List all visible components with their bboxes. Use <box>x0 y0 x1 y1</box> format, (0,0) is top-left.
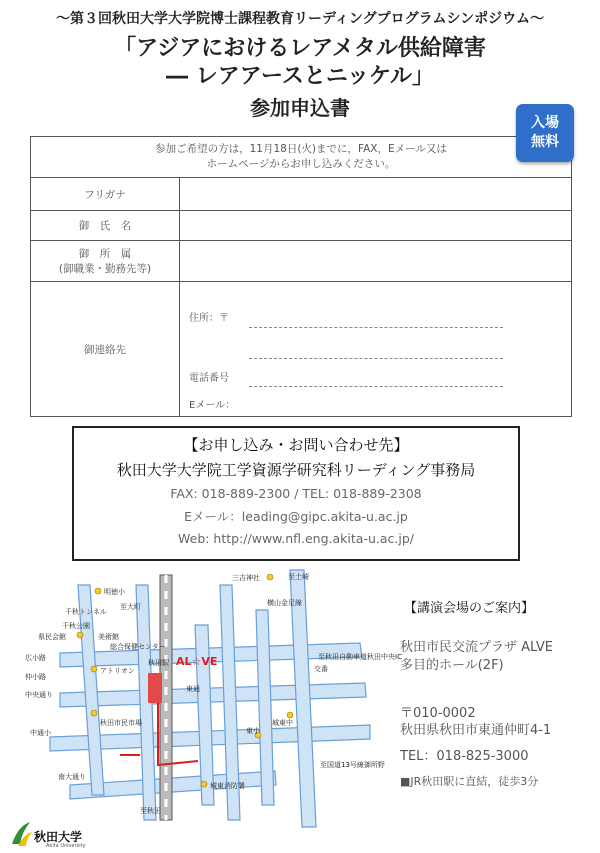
address-line-1[interactable] <box>249 327 503 328</box>
map-label-museum: 美術館 <box>98 633 119 641</box>
contact-field[interactable] <box>180 282 572 417</box>
map-label-josai: 城東中 <box>272 719 293 727</box>
map-poi-sannou <box>267 574 273 580</box>
logo-name: 秋田大学 <box>34 830 83 844</box>
map-label-fire: 城東消防署 <box>210 782 245 790</box>
inquiry-organization: 秋田大学大学院工学資源学研究科リーディング事務局 <box>116 461 476 479</box>
map-label-nakano: 仲小路 <box>25 673 46 681</box>
notice-line2: ホームページからお申し込みください。 <box>206 158 396 170</box>
map-label-market: 秋田市民市場 <box>100 719 142 727</box>
map-label-hiroomote: 広小路 <box>25 654 46 662</box>
badge-line1: 入場 <box>531 115 559 131</box>
affiliation-field[interactable] <box>180 241 572 282</box>
map-label-expressway: 至秋田自動車道秋田中央IC <box>318 653 402 661</box>
application-form <box>30 136 572 417</box>
venue-postal: 〒010-0002 <box>400 706 476 721</box>
map-poi-josai <box>287 712 293 718</box>
form-title: 参加申込書 <box>250 96 350 120</box>
logo-name-en: Akita University <box>46 843 86 849</box>
map-label-sannou: 三吉神社 <box>232 574 260 582</box>
email-label: Eメール： <box>189 400 236 411</box>
affiliation-label-main: 御 所 属 <box>78 248 132 260</box>
map-label-central: 中央通り <box>25 691 53 699</box>
phone-label: 電話番号 <box>189 373 229 384</box>
affiliation-label-sub: (御職業・勤務先等) <box>58 263 152 275</box>
symposium-title-line2: ― レアアースとニッケル」 <box>166 64 434 89</box>
map-poi-atorion <box>91 666 97 672</box>
furigana-field[interactable] <box>180 178 572 211</box>
phone-line[interactable] <box>249 386 503 387</box>
venue-address: 秋田県秋田市東通仲町4-1 <box>400 723 552 738</box>
inquiry-fax-tel: FAX: 018-889-2300 / TEL: 018-889-2308 <box>170 486 422 501</box>
map-road-west <box>78 585 104 795</box>
venue-map <box>20 565 402 827</box>
venue-heading: 【講演会場のご案内】 <box>404 601 535 616</box>
map-label-yokoyama: 横山金足線 <box>267 599 302 607</box>
inquiry-box <box>72 426 520 561</box>
map-label-nakadori: 中通小 <box>30 729 51 737</box>
map-label-higashi-elem: 東小 <box>246 727 260 735</box>
map-label-tsuchizaki: 至土崎 <box>288 573 309 581</box>
inquiry-heading: 【お申し込み・お問い合わせ先】 <box>183 436 409 454</box>
map-venue-marker <box>148 673 162 703</box>
venue-name1: 秋田市民交流プラザ ALVE <box>400 640 553 655</box>
furigana-label: フリガナ <box>31 178 180 211</box>
name-label: 御 氏 名 <box>31 211 180 241</box>
inquiry-web[interactable]: Web: http://www.nfl.eng.akita-u.ac.jp/ <box>178 531 414 546</box>
affiliation-label <box>31 241 180 282</box>
symposium-title-line1: 「アジアにおけるレアメタル供給障害 <box>114 36 486 61</box>
inquiry-email[interactable]: Eメール：leading@gipc.akita-u.ac.jp <box>184 509 408 524</box>
venue-access: ■JR秋田駅に直結，徒歩3分 <box>400 775 539 788</box>
map-label-alve: AL☆VE <box>176 655 218 668</box>
form-notice <box>31 137 572 178</box>
map-label-rt13: 至国道13号線御所野 <box>320 761 385 769</box>
map-label-health: 総合保健センター <box>110 643 166 651</box>
free-admission-badge <box>516 104 574 162</box>
contact-label: 御連絡先 <box>31 282 180 417</box>
venue-name2: 多目的ホール(2F) <box>400 658 504 673</box>
map-poi-fire <box>201 781 207 787</box>
venue-tel: TEL：018-825-3000 <box>400 749 529 764</box>
map-label-akita: 至秋田 <box>140 807 161 815</box>
map-label-meitoku: 明徳小 <box>104 588 125 596</box>
map-label-omachi: 至大町 <box>120 603 141 611</box>
map-road-mid <box>60 683 366 707</box>
badge-line2: 無料 <box>531 134 559 150</box>
notice-line1: 参加ご希望の方は，11月18日(火)までに，FAX，Eメール又は <box>155 143 447 155</box>
map-label-minami: 南大通り <box>58 773 86 781</box>
symposium-series-title: ～第３回秋田大学大学院博士課程教育リーディングプログラムシンポジウム～ <box>56 11 544 27</box>
map-poi-pref-hall <box>77 632 83 638</box>
map-poi-meitoku <box>95 588 101 594</box>
map-label-park: 千秋公園 <box>62 622 90 630</box>
map-label-atorion: アトリオン <box>100 667 135 675</box>
map-label-tunnel: 千秋トンネル <box>65 608 107 616</box>
akita-university-logo-icon <box>8 820 34 848</box>
map-label-higashidori: 東通 <box>186 685 200 693</box>
name-field[interactable] <box>180 211 572 241</box>
map-label-pref-hall: 県民会館 <box>38 633 66 641</box>
address-label: 住所：〒 <box>189 313 229 324</box>
address-line-2[interactable] <box>249 358 503 359</box>
map-label-station: 秋田駅 <box>148 659 169 667</box>
map-label-koen: 交番 <box>314 665 328 673</box>
map-poi-city-market <box>91 710 97 716</box>
